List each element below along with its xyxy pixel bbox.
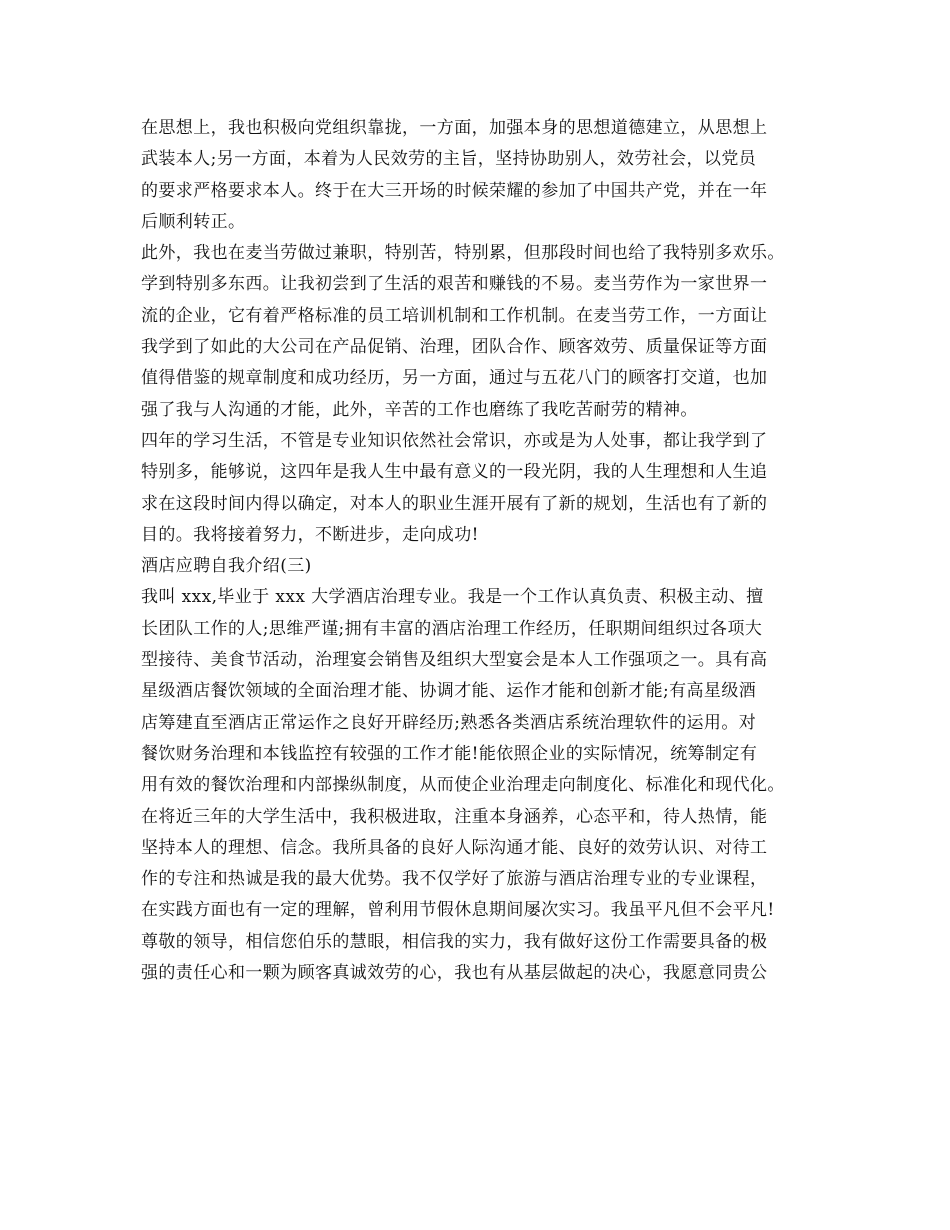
text-line-27: 尊敬的领导，相信您伯乐的慧眼，相信我的实力，我有做好这份工作需要具备的极 (141, 931, 768, 952)
text-line-22: 用有效的餐饮治理和内部操纵制度，从而使企业治理走向制度化、标准化和现代化。 (141, 775, 785, 796)
text-line-12: 特别多，能够说，这四年是我人生中最有意义的一段光阴，我的人生理想和人生追 (141, 462, 768, 483)
text-line-17: 长团队工作的人;思维严谨;拥有丰富的酒店治理工作经历，任职期间组织过各项大 (141, 618, 763, 639)
text-line-26: 在实践方面也有一定的理解，曾利用节假休息期间屡次实习。我虽平凡但不会平凡! (141, 900, 775, 921)
text-line-11: 四年的学习生活，不管是专业知识依然社会常识，亦或是为人处事，都让我学到了 (141, 430, 768, 451)
text-line-4: 后顺利转正。 (141, 211, 246, 232)
document-body (141, 113, 831, 989)
text-line-23: 在将近三年的大学生活中，我积极进取，注重本身涵养，心态平和，待人热情，能 (141, 806, 768, 827)
section-heading: 酒店应聘自我介绍(三) (141, 556, 312, 577)
text-line-2: 武装本人;另一方面，本着为人民效劳的主旨，坚持协助别人，效劳社会，以党员 (141, 149, 757, 170)
text-line-20: 店筹建直至酒店正常运作之良好开辟经历;熟悉各类酒店系统治理软件的运用。对 (141, 712, 757, 733)
text-line-21: 餐饮财务治理和本钱监控有较强的工作才能!能依照企业的实际情况，统筹制定有 (141, 743, 758, 764)
text-line-5: 此外，我也在麦当劳做过兼职，特别苦，特别累，但那段时间也给了我特别多欢乐。 (141, 243, 785, 264)
text-line-3: 的要求严格要求本人。终于在大三开场的时候荣耀的参加了中国共产党，并在一年 (141, 180, 768, 201)
text-line-16: 我叫 xxx,毕业于 xxx 大学酒店治理专业。我是一个工作认真负责、积极主动、擅 (141, 587, 764, 608)
text-line-13: 求在这段时间内得以确定，对本人的职业生涯开展有了新的规划，生活也有了新的 (141, 493, 768, 514)
text-line-8: 我学到了如此的大公司在产品促销、治理，团队合作、顾客效劳、质量保证等方面 (141, 337, 768, 358)
text-line-18: 型接待、美食节活动，治理宴会销售及组织大型宴会是本人工作强项之一。具有高 (141, 650, 768, 671)
text-line-28: 强的责任心和一颗为顾客真诚效劳的心，我也有从基层做起的决心，我愿意同贵公 (141, 963, 768, 984)
text-line-7: 流的企业，它有着严格标准的员工培训机制和工作机制。在麦当劳工作，一方面让 (141, 305, 768, 326)
text-line-9: 值得借鉴的规章制度和成功经历，另一方面，通过与五花八门的顾客打交道，也加 (141, 368, 768, 389)
text-line-19: 星级酒店餐饮领域的全面治理才能、协调才能、运作才能和创新才能;有高星级酒 (141, 681, 757, 702)
text-line-6: 学到特别多东西。让我初尝到了生活的艰苦和赚钱的不易。麦当劳作为一家世界一 (141, 274, 768, 295)
text-line-25: 作的专注和热诚是我的最大优势。我不仅学好了旅游与酒店治理专业的专业课程， (141, 869, 768, 890)
text-line-14: 目的。我将接着努力，不断进步，走向成功! (141, 524, 479, 545)
text-line-24: 坚持本人的理想、信念。我所具备的良好人际沟通才能、良好的效劳认识、对待工 (141, 837, 768, 858)
text-line-1: 在思想上，我也积极向党组织靠拢，一方面，加强本身的思想道德建立，从思想上 (141, 118, 768, 138)
text-line-10: 强了我与人沟通的才能，此外，辛苦的工作也磨练了我吃苦耐劳的精神。 (141, 399, 698, 420)
